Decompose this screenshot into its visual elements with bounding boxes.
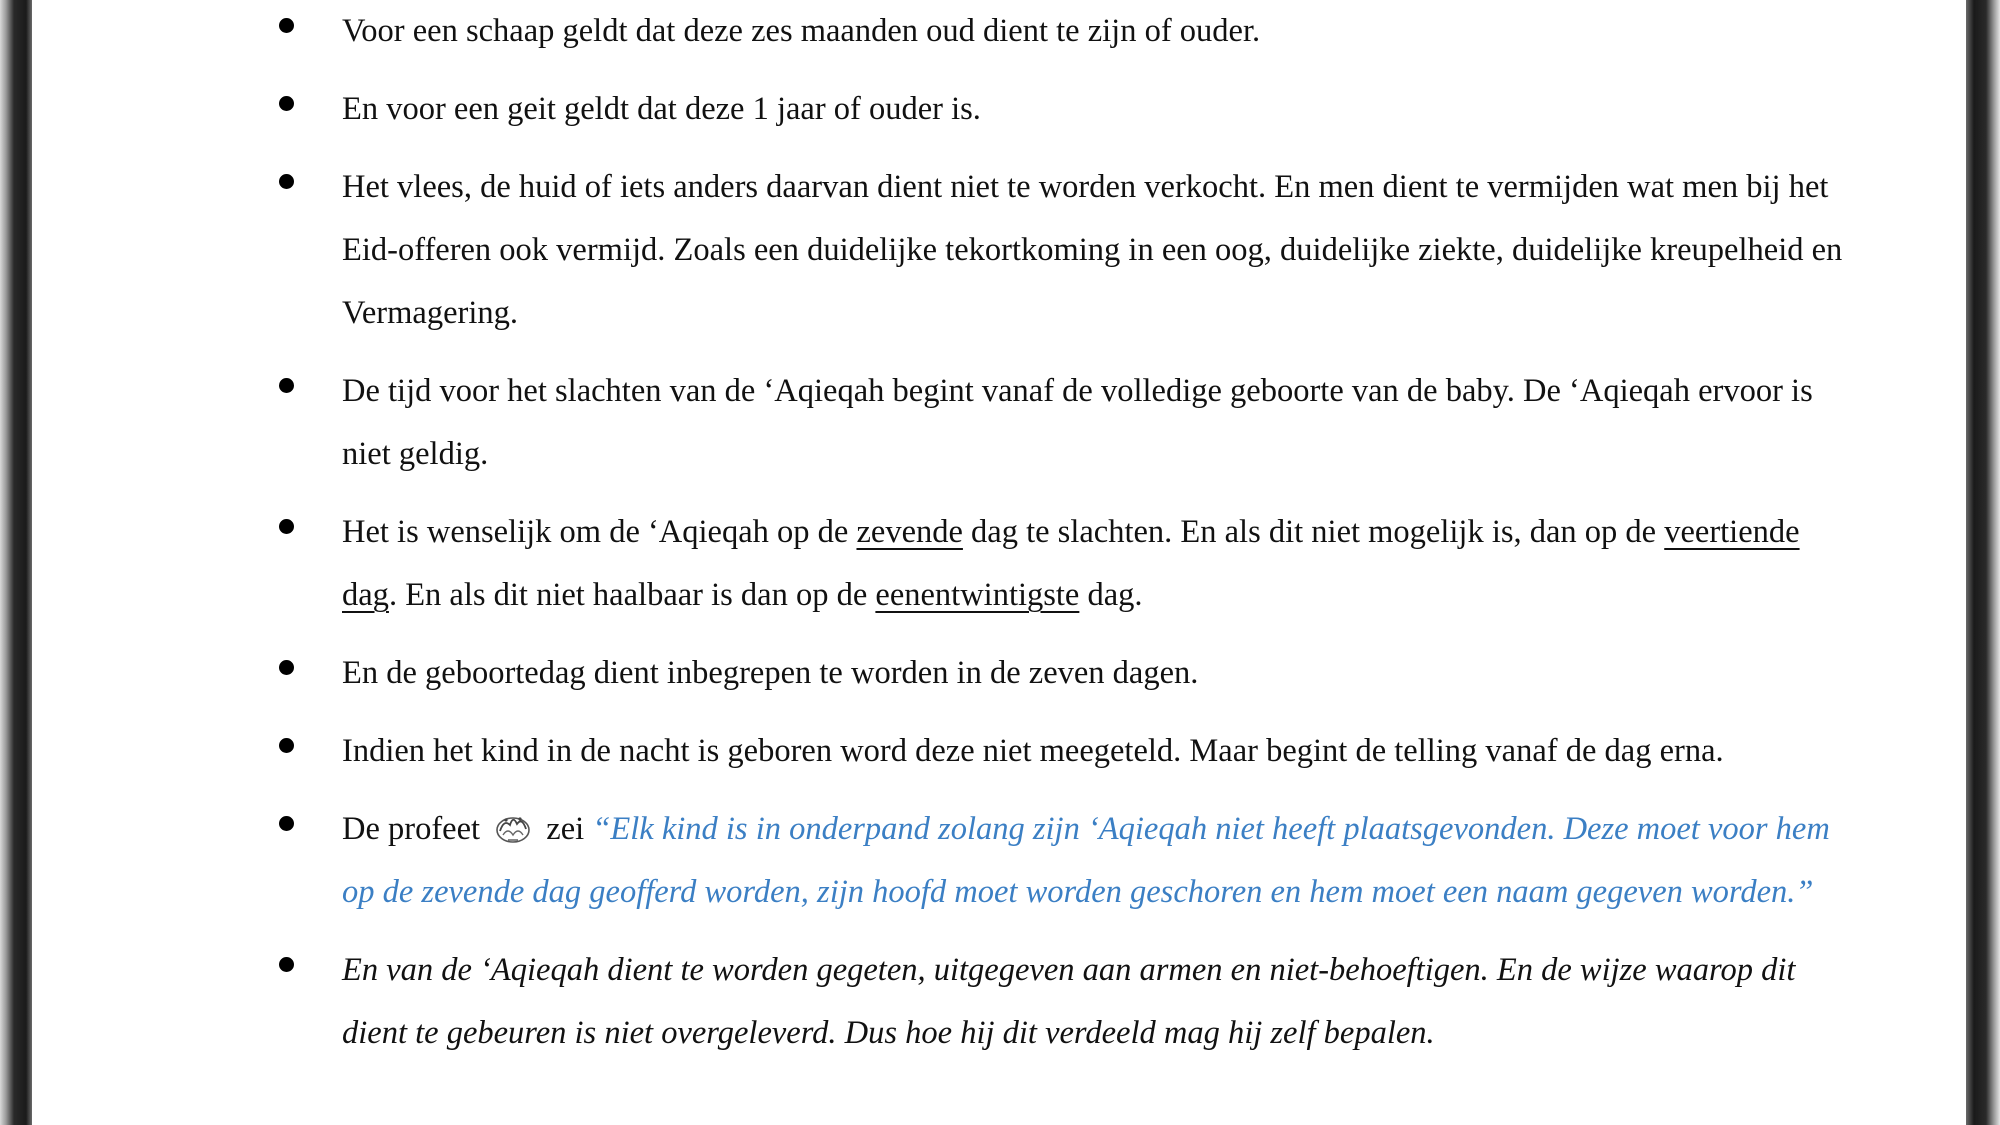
window-frame-right bbox=[1966, 0, 2000, 1125]
list-item-text: dag te slachten. En als dit niet mogelijk is, dan op de bbox=[962, 514, 1665, 550]
list-item bbox=[277, 501, 1857, 627]
salawat-calligraphy-icon bbox=[494, 811, 532, 845]
list-item-text: En voor een geit geldt dat deze 1 jaar of ouder is. bbox=[342, 91, 981, 127]
list-item bbox=[277, 720, 1857, 783]
window-frame-left bbox=[0, 0, 32, 1125]
list-item-text: zei bbox=[538, 811, 593, 847]
underlined-text: veertiende dag bbox=[342, 514, 1800, 613]
list-item-text: . En als dit niet haalbaar is dan op de bbox=[388, 577, 876, 613]
list-item bbox=[277, 642, 1857, 705]
list-item bbox=[277, 78, 1857, 141]
list-item bbox=[277, 0, 1857, 63]
bullet-icon bbox=[279, 378, 294, 393]
bullet-icon bbox=[279, 18, 294, 33]
bullet-icon bbox=[279, 816, 294, 831]
list-item-text: De profeet bbox=[342, 811, 481, 847]
document-page bbox=[32, 0, 1966, 1125]
bullet-icon bbox=[279, 174, 294, 189]
bullet-list bbox=[277, 0, 1857, 1065]
list-item bbox=[277, 156, 1857, 345]
bullet-icon bbox=[279, 738, 294, 753]
underlined-text: eenentwintigste bbox=[875, 577, 1080, 613]
hadith-quote: “Elk kind is in onderpand zolang zijn ‘Aqieqah niet heeft plaatsgevonden. Deze moet voor hem op de zevende dag geofferd worden, zijn hoofd moet worden geschoren en hem moet een naam gegeven worden.” bbox=[342, 811, 1830, 910]
underlined-text: zevende bbox=[856, 514, 963, 550]
bullet-icon bbox=[279, 96, 294, 111]
list-item-text: De tijd voor het slachten van de ‘Aqieqah begint vanaf de volledige geboorte van de baby. De ‘Aqieqah ervoor is niet geldig. bbox=[342, 373, 1813, 472]
list-item bbox=[277, 939, 1857, 1065]
list-item bbox=[277, 360, 1857, 486]
list-item-text: Indien het kind in de nacht is geboren word deze niet meegeteld. Maar begint de telling vanaf de dag erna. bbox=[342, 733, 1724, 769]
list-item-text: En van de ‘Aqieqah dient te worden gegeten, uitgegeven aan armen en niet-behoeftigen. En de wijze waarop dit dient te gebeuren is niet overgeleverd. Dus hoe hij dit verdeeld mag hij zelf bepalen. bbox=[342, 952, 1796, 1051]
list-item-text: Het vlees, de huid of iets anders daarvan dient niet te worden verkocht. En men dient te vermijden wat men bij het Eid-offeren ook vermijd. Zoals een duidelijke tekortkoming in een oog, duidelijke ziekte, duidelijke kreupelheid en Vermagering. bbox=[342, 169, 1843, 331]
list-item bbox=[277, 798, 1857, 924]
list-item-text: Het is wenselijk om de ‘Aqieqah op de bbox=[342, 514, 857, 550]
bullet-icon bbox=[279, 519, 294, 534]
bullet-icon bbox=[279, 660, 294, 675]
list-item-text: dag. bbox=[1079, 577, 1143, 613]
list-item-text: En de geboortedag dient inbegrepen te worden in de zeven dagen. bbox=[342, 655, 1199, 691]
bullet-icon bbox=[279, 957, 294, 972]
list-item-text: Voor een schaap geldt dat deze zes maanden oud dient te zijn of ouder. bbox=[342, 13, 1261, 49]
